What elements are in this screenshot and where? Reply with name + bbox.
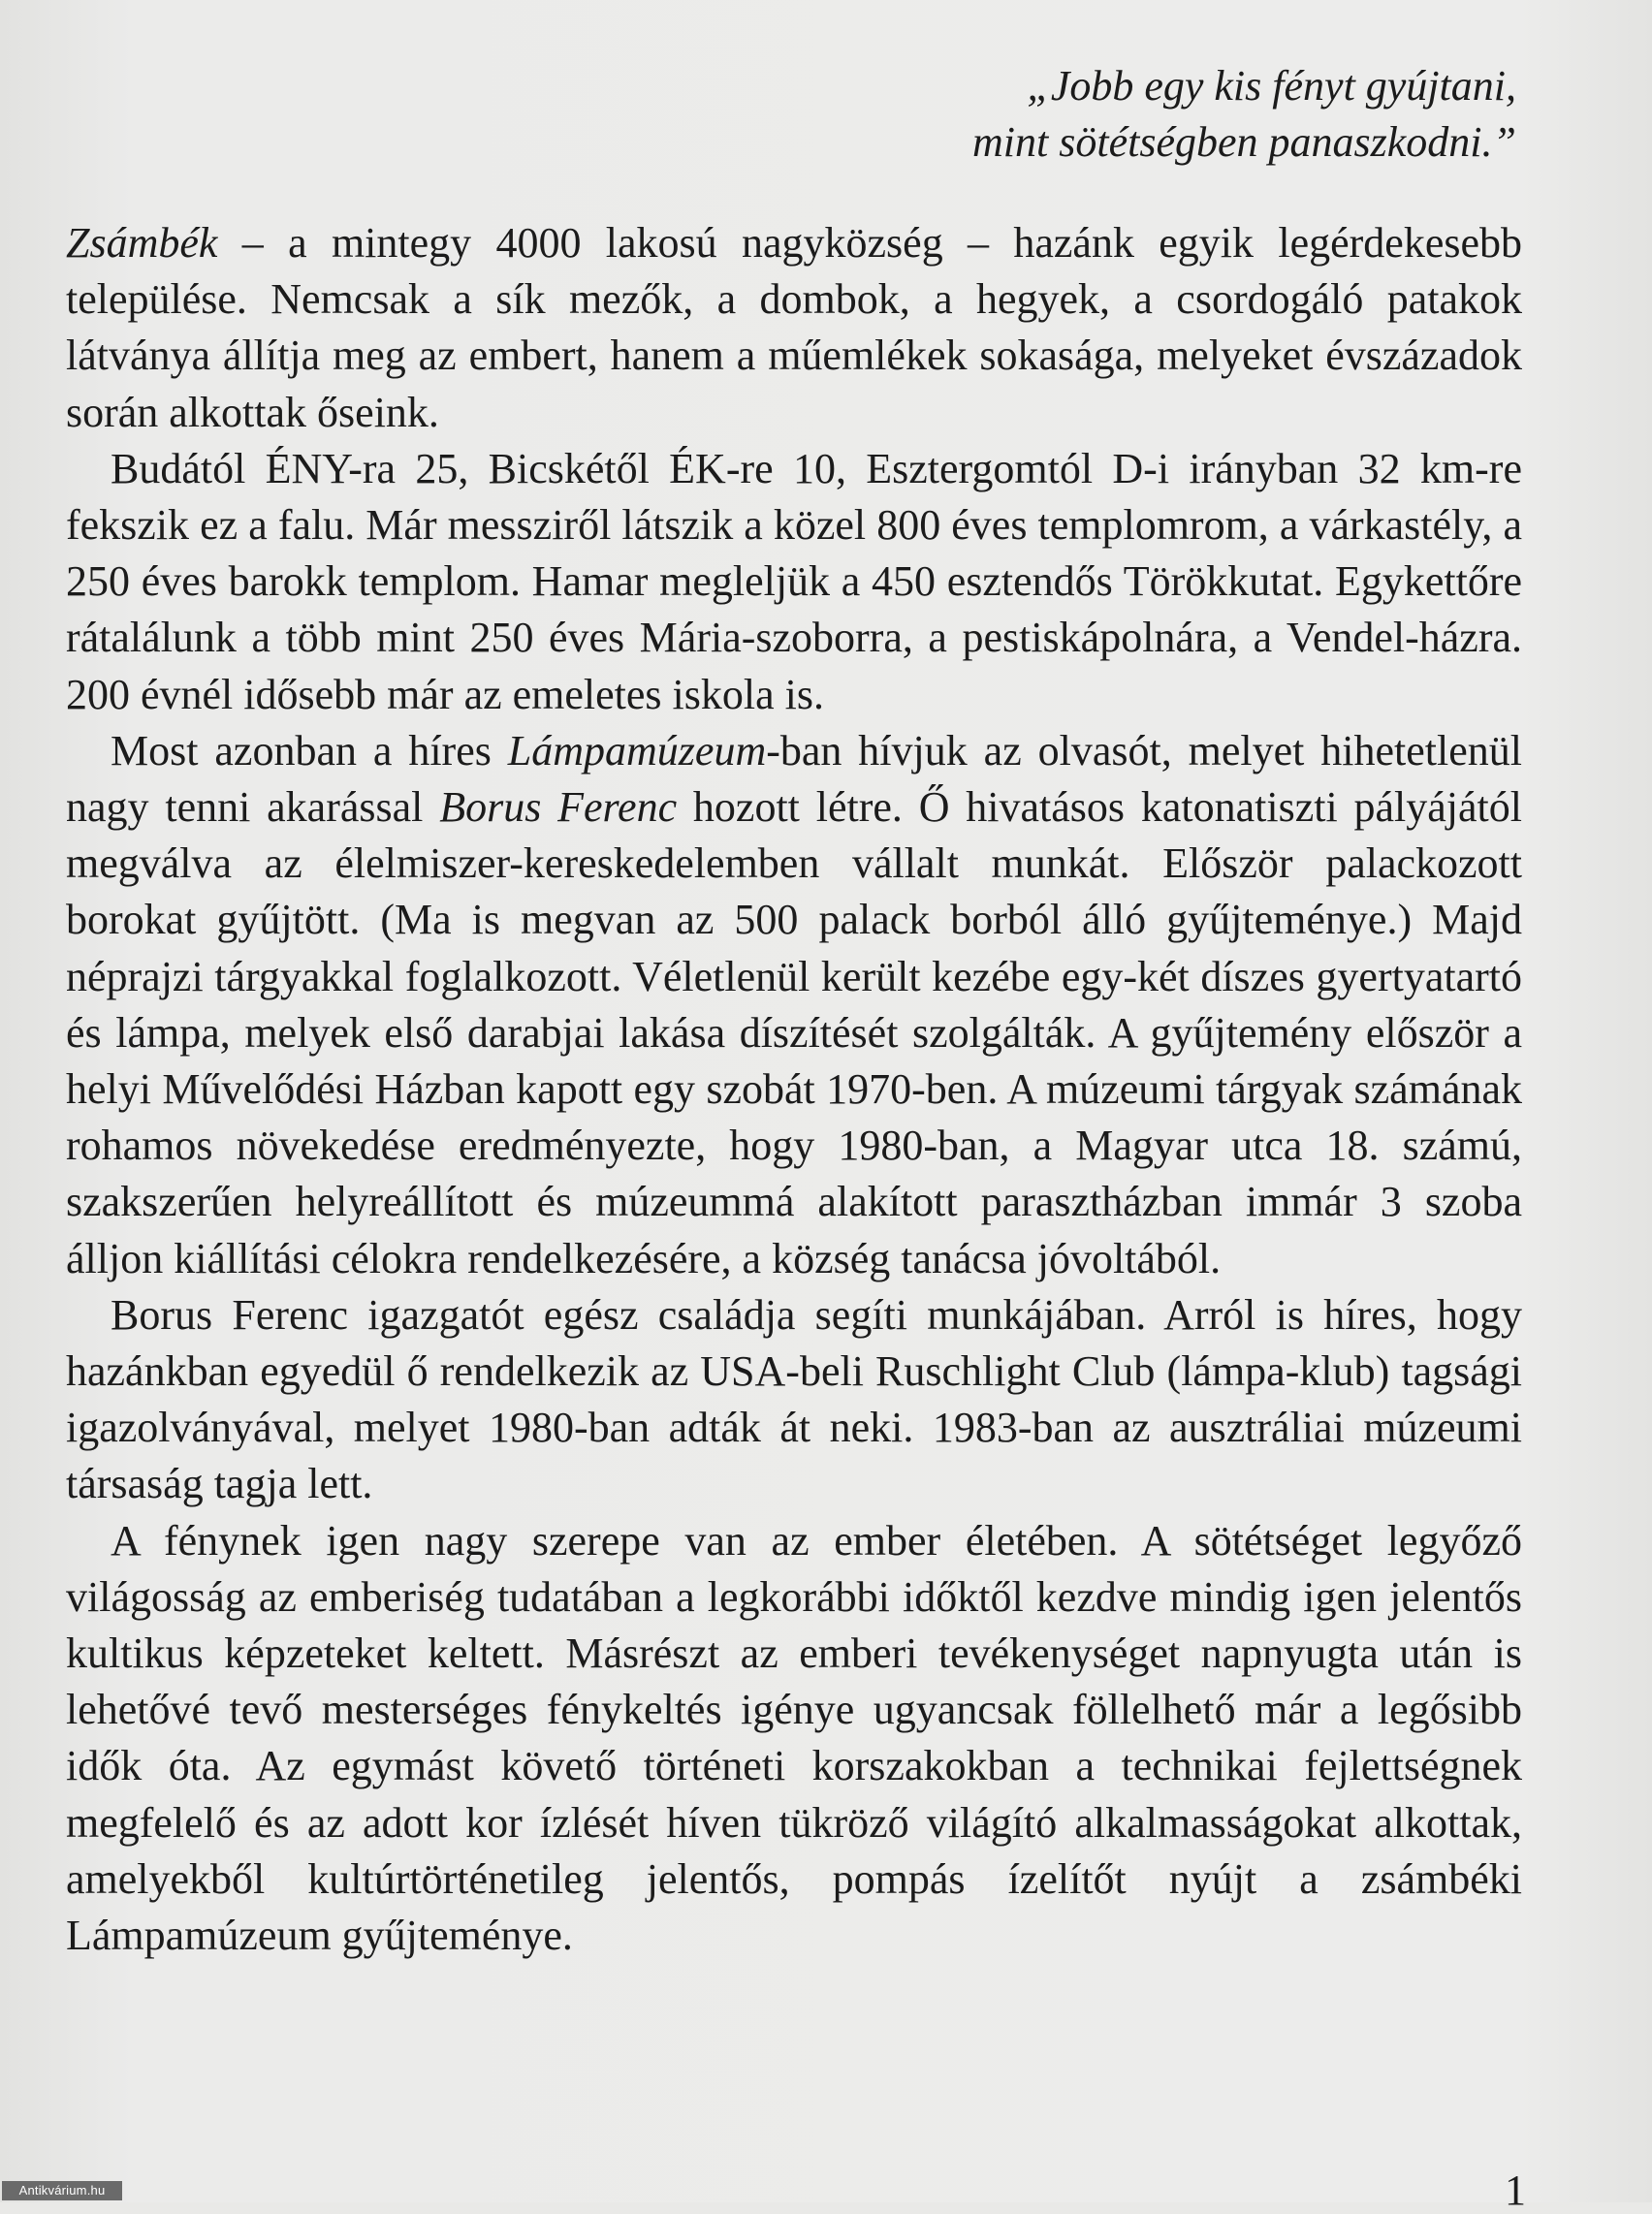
body-text — [66, 215, 1522, 1964]
epigraph-line-2: mint sötétségben panaszkodni.” — [972, 118, 1516, 166]
epigraph-quote — [644, 58, 1516, 171]
museum-name-italic: Lámpamúzeum — [507, 726, 767, 775]
paragraph-1-text: – a mintegy 4000 lakosú nagyközség – hazánk egyik legérdekesebb települése. Nemcsak a sík mezők, a dombok, a hegyek, a csordogáló patakok látványa állítja meg az embert, hanem a műemlékek sokasága, melyeket évszázadok során alkottak őseink. — [66, 219, 1522, 436]
paragraph-3 — [66, 723, 1522, 1287]
watermark-logo: Antikvárium.hu — [2, 2181, 122, 2200]
paragraph-1 — [66, 215, 1522, 441]
paragraph-3-text-a: Most azonban a híres — [111, 726, 508, 775]
place-name-italic: Zsámbék — [66, 219, 218, 267]
founder-name-italic: Borus Ferenc — [439, 783, 678, 832]
page-number: 1 — [1505, 2167, 1526, 2214]
paragraph-2: Budától ÉNY-ra 25, Bicskétől ÉK-re 10, Esztergomtól D-i irányban 32 km-re fekszik ez a falu. Már messziről látszik a közel 800 éves templomrom, a várkastély, a 250 éves barokk templom. Hamar megleljük a 450 esztendős Törökkutat. Egykettőre rátalálunk a több mint 250 éves Mária-szoborra, a pestiskápolnára, a Vendel-házra. 200 évnél idősebb már az emeletes iskola is. — [66, 444, 1522, 718]
paragraph-4: Borus Ferenc igazgatót egész családja segíti munkájában. Arról is híres, hogy hazánkban egyedül ő rendelkezik az USA-beli Ruschlight Club (lámpa-klub) tagsági igazolványával, melyet 1980-ban adták át neki. 1983-ban az ausztráliai múzeumi társaság tagja lett. — [66, 1290, 1522, 1508]
paragraph-5: A fénynek igen nagy szerepe van az ember életében. A sötétséget legyőző világosság az emberiség tudatában a legkorábbi időktől kezdve mindig igen jelentős kultikus képzeteket keltett. Másrészt az emberi tevékenységet napnyugta után is lehetővé tevő mesterséges fénykeltés igénye ugyancsak föllelhető már a legősibb idők óta. Az egymást követő történeti korszakokban a technikai fejlettségnek megfelelő és az adott kor ízlését híven tükröző világító alkalmasságokat alkottak, amelyekből kultúrtörténetileg jelentős, pompás ízelítőt nyújt a zsámbéki Lámpamúzeum gyűjteménye. — [66, 1516, 1522, 1960]
paragraph-3-text-c: hozott létre. Ő hivatásos katonatiszti pályájától megválva az élelmiszer-kereskedelemben vállalt munkát. Először palackozott borokat gyűjtött. (Ma is megvan az 500 palack borból álló gyűjteménye.) Majd néprajzi tárgyakkal foglalkozott. Véletlenül került kezébe egy-két díszes gyertyatartó és lámpa, melyek első darabjai lakása díszítését szolgálták. A gyűjtemény először a helyi Művelődési Házban kapott egy szobát 1970-ben. A múzeumi tárgyak számának rohamos növekedése eredményezte, hogy 1980-ban, a Magyar utca 18. számú, szakszerűen helyreállított és múzeummá alakított parasztházban immár 3 szoba álljon kiállítási célokra rendelkezésére, a község tanácsa jóvoltából. — [66, 783, 1523, 1282]
epigraph-line-1: „Jobb egy kis fényt gyújtani, — [1027, 62, 1516, 110]
paragraph-3-text-b: -ban hívjuk az olvasót, melyet hihetetlenül nagy tenni akarással — [66, 726, 1523, 832]
